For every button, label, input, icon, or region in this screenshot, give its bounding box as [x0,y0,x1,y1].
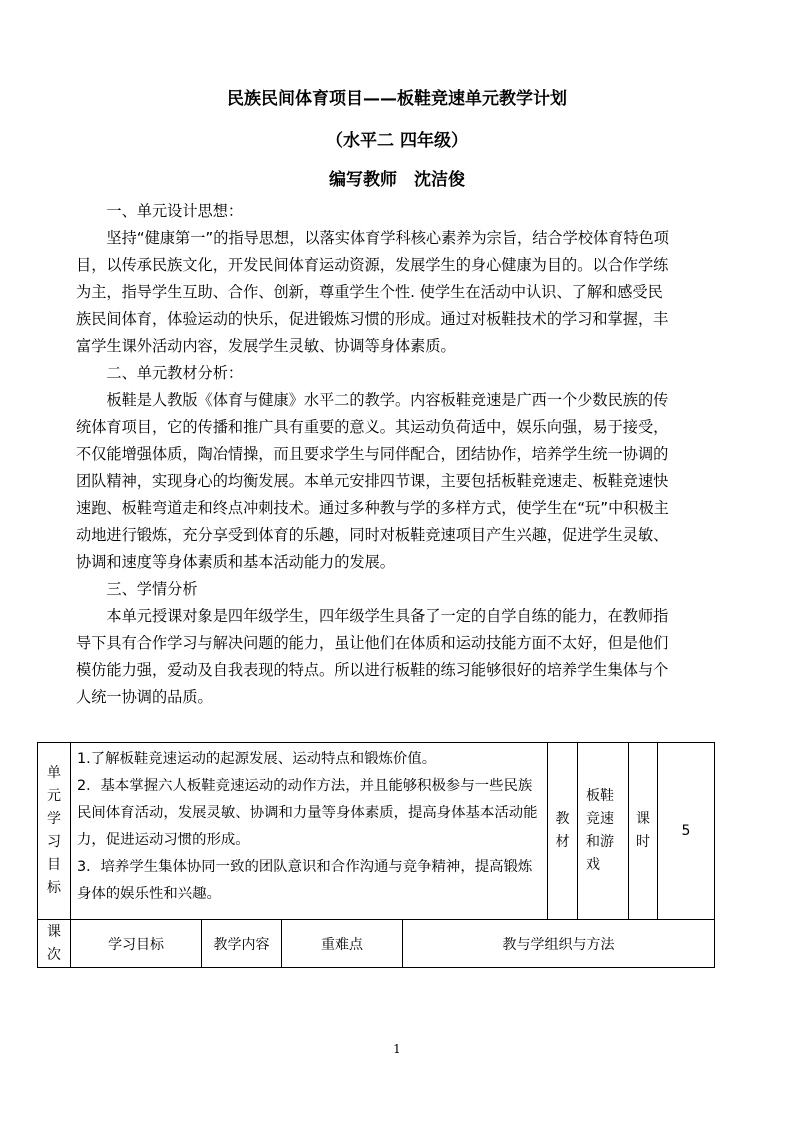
section-body-students: 本单元授课对象是四年级学生，四年级学生具备了一定的自学自练的能力，在教师指导下具有合作学习与解决问题的能力，虽让他们在体质和运动技能方面不太好，但是他们模仿能力强，爱动及自我表现的特点。所以进行板鞋的练习能够很好的培养学生集体与个人统一协调的品质。 [76,607,669,706]
header-lesson: 课次 [38,920,71,968]
goals-cell [71,743,548,920]
unit-plan-table [37,742,715,920]
lesson-header-table [37,919,715,968]
author-line: 编写教师 沈洁俊 [329,170,465,190]
goals-row [38,743,715,920]
section-heading-design: 一、单元设计思想： [106,202,244,220]
document-body [76,198,674,711]
document-title: 民族民间体育项目——板鞋竞速单元教学计划 [227,89,567,109]
lesson-header-row [38,920,715,968]
header-methods: 教与学组织与方法 [403,920,715,968]
page-number: 1 [393,1042,401,1056]
section-body-material: 板鞋是人教版《体育与健康》水平二的教学。内容板鞋竞速是广西一个少数民族的传统体育项目，它的传播和推广具有重要的意义。其运动负荷适中，娱乐向强，易于接受，不仅能增强体质，陶冶情操，而且要求学生与同伴配合，团结协作，培养学生统一协调的团队精神，实现身心的均衡发展。本单元安排四节课，主要包括板鞋竞速走、板鞋竞速快速跑、板鞋弯道走和终点冲刺技术。通过多种教与学的多样方式，使学生在“玩”中积极主动地进行锻炼，充分享受到体育的乐趣，同时对板鞋竞速项目产生兴趣，促进学生灵敏、协调和速度等身体素质和基本活动能力的发展。 [76,391,669,571]
section-heading-material: 二、单元教材分析： [106,364,244,382]
goal-item: 2．基本掌握六人板鞋竞速运动的动作方法，并且能够积极参与一些民族民间体育活动，发展灵敏、协调和力量等身体素质，提高身体基本活动能力，促进运动习惯的形成。 [77,778,538,848]
goal-item: 3．培养学生集体协同一致的团队意识和合作沟通与竞争精神，提高锻炼身体的娱乐性和兴趣。 [77,859,533,902]
section-heading-students: 三、学情分析 [106,580,198,598]
goal-item: 1.了解板鞋竞速运动的起源发展、运动特点和锻炼价值。 [77,751,437,767]
goals-label: 单元学习目标 [38,743,71,920]
hours-value: 5 [658,743,715,920]
section-body-design: 坚持“健康第一”的指导思想，以落实体育学科核心素养为宗旨，结合学校体育特色项目，以传承民族文化，开发民间体育运动资源，发展学生的身心健康为目的。以合作学练为主，指导学生互助、合作、创新，尊重学生个性. 使学生在活动中认识、了解和感受民族民间体育，体验运动的快乐，促进锻炼习惯的形成。通过对板鞋技术的学习和掌握，丰富学生课外活动内容，发展学生灵敏、协调等身体素质。 [76,229,669,355]
header-content: 教学内容 [202,920,282,968]
document-subtitle: （水平二 四年级） [326,131,468,151]
material-value: 板鞋竞速和游戏 [578,743,629,920]
header-key-points: 重难点 [282,920,403,968]
header-objective: 学习目标 [71,920,202,968]
material-label: 教材 [548,743,578,920]
hours-label: 课时 [629,743,658,920]
